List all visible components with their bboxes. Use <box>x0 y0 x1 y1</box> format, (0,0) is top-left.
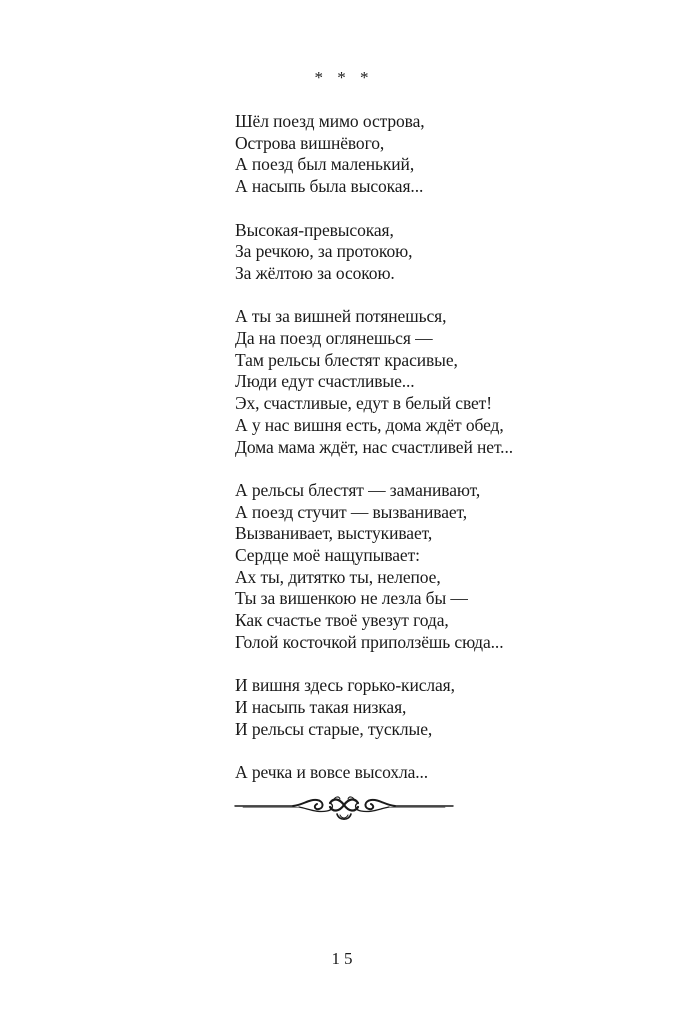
poem-line: Да на поезд оглянешься — <box>235 328 433 348</box>
poem-line: Шёл поезд мимо острова, <box>235 111 425 131</box>
poem-line: Голой косточкой приползёшь сюда... <box>235 631 504 652</box>
poem-line: За речкою, за протокою, <box>235 241 413 262</box>
flourish-divider-icon <box>233 795 455 825</box>
poem-line: А поезд был маленький, <box>235 154 415 175</box>
poem-line: За жёлтою за осокою. <box>235 262 395 283</box>
poem-line: А ты за вишней потянешься, <box>235 306 447 327</box>
poem-line: Дома мама ждёт, нас счастливей нет... <box>235 436 514 457</box>
poem-line: Высокая-превысокая, <box>235 219 394 240</box>
stanza <box>235 675 655 740</box>
section-separator: * * * <box>314 68 374 87</box>
poem-line: Люди едут счастливые... <box>235 371 415 392</box>
poem-line: Сердце моё нащупывает: <box>235 545 420 566</box>
poem-line: Там рельсы блестят красивые, <box>235 349 458 370</box>
poem-line: И насыпь такая низкая, <box>235 696 407 717</box>
page-number: 15 <box>331 949 357 968</box>
stanza <box>235 111 655 198</box>
poem-line: Вызванивает, выстукивает, <box>235 523 433 544</box>
poem-line: А речка и вовсе высохла... <box>235 762 429 783</box>
poem-line: А рельсы блестят — заманивают, <box>235 479 481 500</box>
stanza <box>235 306 655 458</box>
stanza <box>235 762 655 784</box>
poem-line: Ах ты, дитятко ты, нелепое, <box>235 566 441 587</box>
poem-line: Острова вишнёвого, <box>235 132 385 153</box>
poem-line: И вишня здесь горько-кислая, <box>235 675 455 696</box>
stanza <box>235 480 655 654</box>
poem-line: И рельсы старые, тусклые, <box>235 718 433 739</box>
poem-line: Эх, счастливые, едут в белый свет! <box>235 393 492 414</box>
poem-line: А насыпь была высокая... <box>235 176 424 197</box>
poem-line: Как счастье твоё увезут года, <box>235 610 449 631</box>
poem-line: А поезд стучит — вызванивает, <box>235 501 468 522</box>
poem-body <box>235 111 655 805</box>
poem-line: А у нас вишня есть, дома ждёт обед, <box>235 414 504 435</box>
stanza <box>235 220 655 285</box>
poem-line: Ты за вишенкою не лезла бы — <box>235 588 468 609</box>
